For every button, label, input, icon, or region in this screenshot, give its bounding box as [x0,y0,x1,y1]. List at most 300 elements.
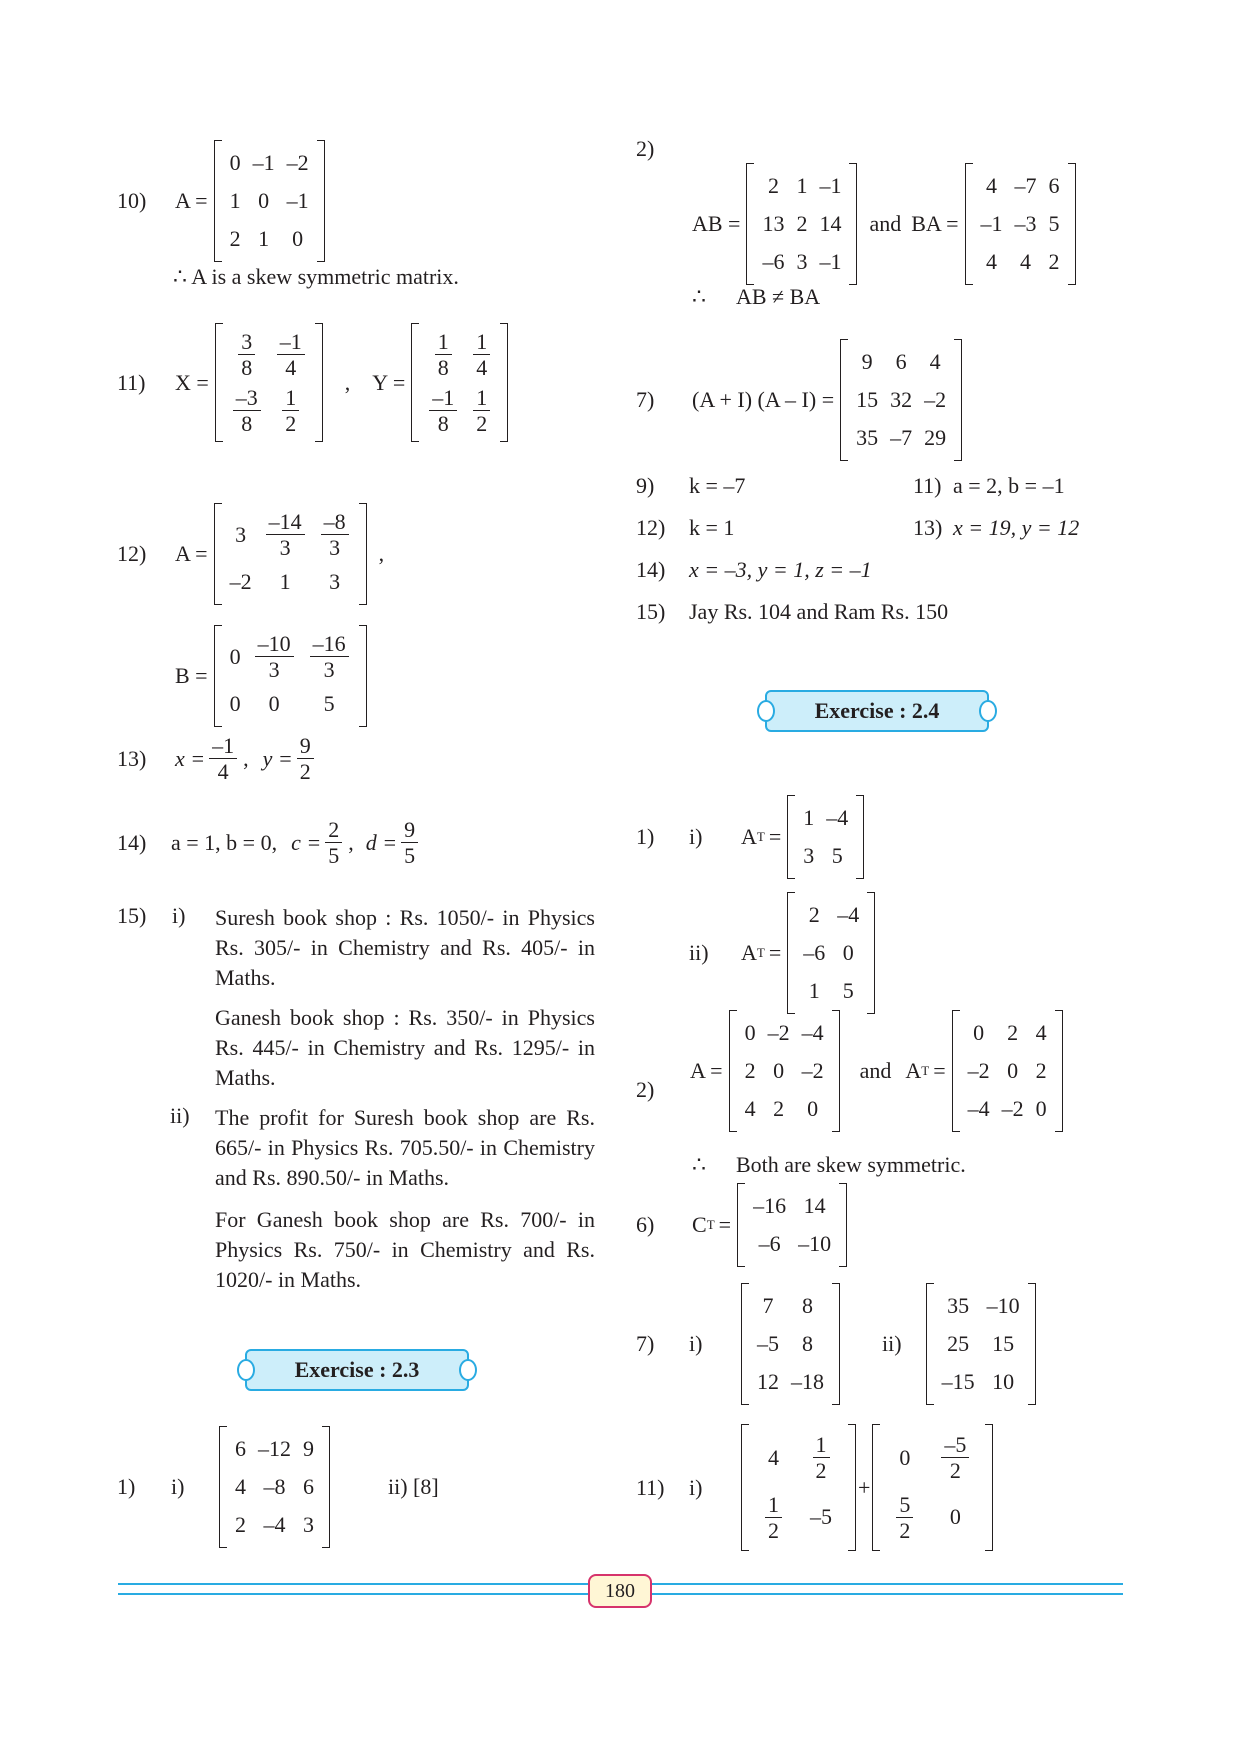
matrix-cell: 0 [899,1444,911,1470]
matrix-cell: 0 [292,226,304,251]
q12-b-lhs: B = [175,662,208,688]
matrix-cell: 2 [229,226,241,251]
matrix-cells [749,1283,832,1405]
matrix-cell: –4 [967,1096,990,1121]
matrix-cell: –1 [819,173,842,198]
r-q2-ba-matrix [965,163,1076,285]
ex24-q1-ii-a: A [741,940,757,965]
q15-ganesh-shop: Ganesh book shop : Rs. 350/- in Physics Rs. 445/- in Chemistry and Rs. 1295/- in Maths. [215,1005,595,1090]
matrix-cell: 3 [329,568,341,594]
fraction: $\frac{5}{2}$ [896,1492,913,1544]
ex24-q1-ii-eq: = [768,940,782,965]
matrix-cell: 2 [1007,1020,1019,1045]
matrix-cell: 12 [757,1369,779,1394]
fraction: $\frac{1}{8}$ [435,329,452,381]
left-bracket [741,1424,749,1551]
matrix-cell: 5 [1048,211,1060,236]
matrix-cells [419,323,500,442]
matrix-cell: 0 [744,1020,756,1045]
ex24-q11-matrix-1 [741,1424,856,1551]
matrix-cell: 1 [258,226,270,251]
ex23-q1-row [117,1426,439,1548]
matrix-cell [882,1488,927,1548]
ex24-q1-i-t: T [756,829,765,844]
matrix-cell: –2 [229,568,252,594]
ex24-q2-number: 2) [636,1077,655,1102]
q15-ii-label: ii) [170,1103,190,1128]
r-q14-text: x = –3, y = 1, z = –1 [689,557,872,582]
matrix-cell: 1 [279,568,291,594]
q13-x: x = [175,745,206,771]
matrix-cell [230,327,263,383]
ex24-q2-eq: = [933,1058,946,1083]
r-q9-text: k = –7 [689,473,746,498]
matrix-cell: 5 [831,843,843,868]
matrix-cell: 0 [807,1096,819,1121]
matrix-cell: 6 [303,1474,314,1499]
matrix-cell: 4 [986,173,997,198]
left-bracket [214,503,222,605]
q11-y-lhs: Y = [372,369,406,395]
matrix-cell [225,383,269,439]
matrix-cell: 0 [258,188,270,213]
ex24-q7-number: 7) [636,1331,655,1356]
left-bracket [411,323,419,442]
ex24-q11-i-label: i) [689,1474,703,1500]
q10-number: 10) [117,188,147,213]
ex24-q2-a-lhs: A = [690,1058,723,1083]
r-q14-row [636,557,872,583]
q11-number: 11) [117,369,146,395]
q12-number: 12) [117,540,147,566]
r-q2-conclusion-row [692,284,820,310]
matrix-cell: –10 [986,1293,1020,1318]
matrix-cell: 8 [802,1293,813,1318]
q13-x-fraction: $\frac{-1}{4}$ [209,733,237,785]
matrix-cells [754,163,849,285]
right-bracket [849,163,857,285]
fraction: $\frac{1}{2}$ [282,385,299,437]
matrix-cell [258,507,313,563]
matrix-cell: –2 [924,387,947,412]
fraction: $\frac{3}{8}$ [238,329,255,381]
left-bracket [952,1010,960,1132]
matrix-cell: 0 [229,690,241,716]
ex24-q1-ii-row [689,892,877,1014]
fraction: $\frac{-8}{3}$ [321,509,349,561]
r-q2-ab-matrix [746,163,857,285]
exercise-2-4-heading: Exercise : 2.4 [765,690,989,732]
matrix-cell [427,327,460,383]
q14-comma: , [348,829,354,855]
right-bracket [954,339,962,461]
q13-comma: , [243,745,249,771]
ex24-q6-number: 6) [636,1212,655,1237]
matrix-cell: 6 [1048,173,1060,198]
matrix-cell: –7 [890,425,913,450]
q13-row [117,733,314,785]
q13-number: 13) [117,745,147,771]
matrix-cells [795,892,867,1014]
ex24-q2-t: T [921,1063,930,1078]
left-bracket [787,795,795,879]
matrix-cell [465,327,498,383]
r-q11-text: a = 2, b = –1 [953,473,1065,498]
right-bracket [315,323,323,442]
ex24-q1-ii-t: T [756,945,765,960]
q11-y-matrix [411,323,508,442]
ex23-q1-ii: ii) [8] [388,1474,439,1499]
right-bracket [867,892,875,1014]
matrix-cell: 5 [323,690,335,716]
matrix-cell: 9 [861,349,873,374]
ex24-q2-therefore: ∴ [692,1152,706,1177]
matrix-cell: –6 [803,940,826,965]
matrix-cell: –5 [757,1331,779,1356]
page-number: 180 [588,1574,652,1608]
ex24-q1-i-matrix [787,795,864,879]
matrix-cell: 4 [986,249,997,274]
q12-a-row [117,503,384,605]
matrix-cell [274,383,307,439]
right-bracket [832,1010,840,1132]
matrix-cell [799,1428,844,1488]
matrix-cell: –2 [767,1020,790,1045]
q11-x-matrix [215,323,323,442]
matrix-cell: 25 [947,1331,970,1356]
left-bracket [215,323,223,442]
ex24-q6-c: C [692,1212,707,1237]
left-bracket [787,892,795,1014]
q10-row [117,140,327,262]
matrix-cells [222,625,359,727]
ex24-q7-ii-label: ii) [882,1331,902,1356]
r-q2-and: and [869,211,902,236]
q10-lhs: A = [175,188,208,213]
matrix-cell: –4 [263,1512,286,1537]
q14-row [117,817,418,869]
matrix-cells [223,323,315,442]
matrix-cells [960,1010,1055,1132]
q14-c: c = [291,829,322,855]
left-bracket [219,1426,227,1548]
left-bracket [926,1283,934,1405]
q15-ganesh-profit: For Ganesh book shop are Rs. 700/- in Physics Rs. 750/- in Chemistry and Rs. 1020/- in Maths. [215,1207,595,1292]
matrix-cell: 2 [1035,1058,1047,1083]
r-q13-row [913,515,1079,541]
matrix-cell [927,1428,983,1488]
q13-y: y = [262,745,293,771]
ex24-q7-ii-matrix [926,1283,1036,1405]
left-bracket [729,1010,737,1132]
matrix-cell [313,507,357,563]
matrix-cell: 10 [992,1369,1015,1394]
left-bracket [872,1424,880,1551]
matrix-cell: –4 [801,1020,824,1045]
r-q7-matrix [840,339,962,461]
matrix-cell: –1 [980,211,1003,236]
q11-separator: , [344,369,351,395]
matrix-cell: 7 [762,1293,774,1318]
ex23-q1-i-label: i) [171,1474,185,1499]
q14-text: a = 1, b = 0, [171,829,278,855]
fraction: $\frac{1}{2}$ [813,1432,830,1484]
left-bracket [965,163,973,285]
matrix-cell [465,383,498,439]
matrix-cells [227,1426,322,1548]
matrix-cell: 3 [803,843,815,868]
right-bracket [985,1424,993,1551]
r-q7-number: 7) [636,387,655,412]
matrix-cell: 4 [1020,249,1031,274]
matrix-cell: –7 [1014,173,1037,198]
matrix-cell: 35 [947,1293,970,1318]
r-q2-row [692,163,1078,285]
matrix-cell [421,383,465,439]
matrix-cells [880,1424,985,1551]
matrix-cells [222,140,317,262]
left-bracket [214,140,222,262]
q14-d-fraction: $\frac{9}{5}$ [401,817,418,869]
right-bracket [848,1424,856,1551]
right-bracket [359,625,367,727]
q12-a-matrix [214,503,367,605]
matrix-cell: 4 [1035,1020,1047,1045]
matrix-cell: 0 [842,940,854,965]
matrix-cells [848,339,954,461]
matrix-cell: 3 [796,249,808,274]
matrix-cell [751,1488,796,1548]
matrix-cell: 0 [268,690,280,716]
fraction: $\frac{-1}{4}$ [277,329,305,381]
ex24-q7-i-matrix [741,1283,840,1405]
right-bracket [1068,163,1076,285]
r-q14-number: 14) [636,557,666,582]
ex24-q7-row [636,1283,1038,1405]
r-q7-row [636,339,964,461]
matrix-cell: 5 [842,978,854,1003]
matrix-cell: 6 [895,349,907,374]
ex24-q11-matrix-2 [872,1424,993,1551]
matrix-cell: –2 [801,1058,824,1083]
matrix-cell: –1 [286,188,309,213]
ex24-q1-number: 1) [636,824,655,849]
matrix-cell: 29 [924,425,947,450]
left-bracket [741,1283,749,1405]
fraction: $\frac{-5}{2}$ [941,1432,969,1484]
matrix-cell: 2 [808,902,820,927]
ex24-q1-i-a: A [741,824,757,849]
fraction: $\frac{1}{4}$ [473,329,490,381]
matrix-cell: 3 [303,1512,314,1537]
r-q2-ba-lhs: BA = [911,211,959,236]
ex24-q2-at: A [905,1058,922,1083]
matrix-cell: –6 [762,249,785,274]
ex24-q1-i-row [636,795,866,879]
matrix-cells [222,503,359,605]
r-q9-number: 9) [636,473,655,498]
right-bracket [1028,1283,1036,1405]
matrix-cell: 2 [767,173,779,198]
r-q13-text: x = 19, y = 12 [953,515,1080,540]
matrix-cell: 2 [796,211,808,236]
ex24-q2-and: and [859,1058,892,1083]
q11-x-lhs: X = [175,369,209,395]
q14-c-fraction: $\frac{2}{5}$ [325,817,342,869]
matrix-cell: 1 [803,805,815,830]
r-q15-row [636,599,948,625]
r-q12-text: k = 1 [689,515,735,540]
matrix-cell: –3 [1014,211,1037,236]
matrix-cell: 13 [762,211,785,236]
ex24-q6-row [636,1183,849,1267]
matrix-cell: 0 [773,1058,785,1083]
ex24-q2-row [690,1010,1065,1132]
matrix-cell: 32 [890,387,913,412]
matrix-cells [749,1424,848,1551]
r-q11-number: 11) [913,473,942,498]
q10-conclusion: ∴ A is a skew symmetric matrix. [173,264,459,289]
q13-y-fraction: $\frac{9}{2}$ [297,733,314,785]
matrix-cell: –12 [258,1436,291,1461]
matrix-cell: 6 [235,1436,246,1461]
ex24-q11-plus: + [858,1474,871,1500]
matrix-cell: 15 [992,1331,1015,1356]
matrix-cells [934,1283,1028,1405]
exercise-2-3-heading: Exercise : 2.3 [245,1349,469,1391]
q12-a-lhs: A = [175,540,208,566]
matrix-cell: –5 [810,1504,832,1530]
ex24-q1-ii-label: ii) [689,940,709,965]
r-q12-row [636,515,734,541]
ex24-q6-matrix [737,1183,847,1267]
fraction: $\frac{-14}{3}$ [266,509,305,561]
matrix-cell [302,629,357,685]
matrix-cell: 8 [802,1331,813,1356]
matrix-cells [795,795,856,879]
matrix-cell: –4 [837,902,860,927]
fraction: $\frac{1}{2}$ [765,1492,782,1544]
q12-separator: , [378,540,385,566]
ex24-q2-a-matrix [729,1010,840,1132]
right-bracket [856,795,864,879]
matrix-cell: 0 [1035,1096,1047,1121]
left-bracket [737,1183,745,1267]
matrix-cell: 14 [803,1193,826,1218]
ex24-q11-number: 11) [636,1474,665,1500]
right-bracket [500,323,508,442]
right-bracket [832,1283,840,1405]
ex24-q6-t: T [706,1217,715,1232]
ex24-q7-i-label: i) [689,1331,703,1356]
matrix-cell: 4 [768,1444,779,1470]
matrix-cell: –2 [967,1058,990,1083]
q15-suresh-profit: The profit for Suresh book shop are Rs. 665/- in Physics Rs. 705.50/- in Chemistry and Rs. 890.50/- in Maths. [215,1105,595,1190]
q12-b-row [175,625,369,727]
right-bracket [359,503,367,605]
r-q11-row [913,473,1065,499]
fraction: $\frac{1}{2}$ [473,385,490,437]
r-q2-ab-lhs: AB = [692,211,741,236]
matrix-cell: –15 [941,1369,975,1394]
fraction: $\frac{-16}{3}$ [310,631,349,683]
r-q13-number: 13) [913,515,943,540]
matrix-cell: 0 [949,1504,961,1530]
q10-matrix [214,140,325,262]
matrix-cell: –4 [826,805,849,830]
matrix-cell: 1 [796,173,808,198]
matrix-cell: 4 [744,1096,756,1121]
ex23-q1-number: 1) [117,1474,136,1499]
matrix-cell: –10 [798,1231,832,1256]
matrix-cell: –1 [819,249,842,274]
matrix-cell: 2 [744,1058,756,1083]
ex23-q1-matrix [219,1426,330,1548]
matrix-cell: 14 [819,211,842,236]
q15-number: 15) [117,903,147,928]
r-q2-conclusion: AB ≠ BA [736,284,821,309]
right-bracket [317,140,325,262]
matrix-cell: 0 [1007,1058,1019,1083]
matrix-cell: –6 [758,1231,781,1256]
r-q12-number: 12) [636,515,666,540]
matrix-cell: 35 [856,425,879,450]
q14-number: 14) [117,829,147,855]
right-bracket [322,1426,330,1548]
fraction: $\frac{-3}{8}$ [233,385,261,437]
q15-i-label: i) [172,903,186,928]
matrix-cells [745,1183,839,1267]
matrix-cell: 0 [229,150,241,175]
matrix-cell: 2 [773,1096,785,1121]
matrix-cell [269,327,313,383]
matrix-cell: –18 [791,1369,824,1394]
ex24-q1-i-label: i) [689,824,703,849]
matrix-cell: –2 [1001,1096,1024,1121]
ex24-q1-i-eq: = [768,824,782,849]
right-bracket [839,1183,847,1267]
matrix-cell: 0 [229,643,241,669]
left-bracket [214,625,222,727]
matrix-cell: 9 [303,1436,314,1461]
ex24-q2-conclusion-row [692,1152,966,1178]
q15-suresh-shop: Suresh book shop : Rs. 1050/- in Physics Rs. 305/- in Chemistry and Rs. 405/- in Maths. [215,905,595,990]
matrix-cell: 2 [1048,249,1060,274]
q11-row [117,323,510,442]
matrix-cell: 1 [808,978,820,1003]
r-q2-number: 2) [636,136,655,161]
ex24-q2-conclusion: Both are skew symmetric. [736,1152,966,1177]
r-q15-text: Jay Rs. 104 and Ram Rs. 150 [689,599,949,624]
matrix-cell: –1 [252,150,275,175]
matrix-cell [247,629,302,685]
right-bracket [1055,1010,1063,1132]
r-q9-row [636,473,745,499]
left-bracket [746,163,754,285]
matrix-cells [737,1010,832,1132]
matrix-cell: –2 [286,150,309,175]
left-bracket [840,339,848,461]
ex24-q2-at-matrix [952,1010,1063,1132]
fraction: $\frac{-1}{8}$ [429,385,457,437]
matrix-cell: 4 [929,349,941,374]
matrix-cell: –8 [263,1474,286,1499]
matrix-cells [973,163,1068,285]
matrix-cell: 15 [856,387,879,412]
matrix-cell: 3 [235,521,247,547]
r-q15-number: 15) [636,599,666,624]
q12-b-matrix [214,625,367,727]
